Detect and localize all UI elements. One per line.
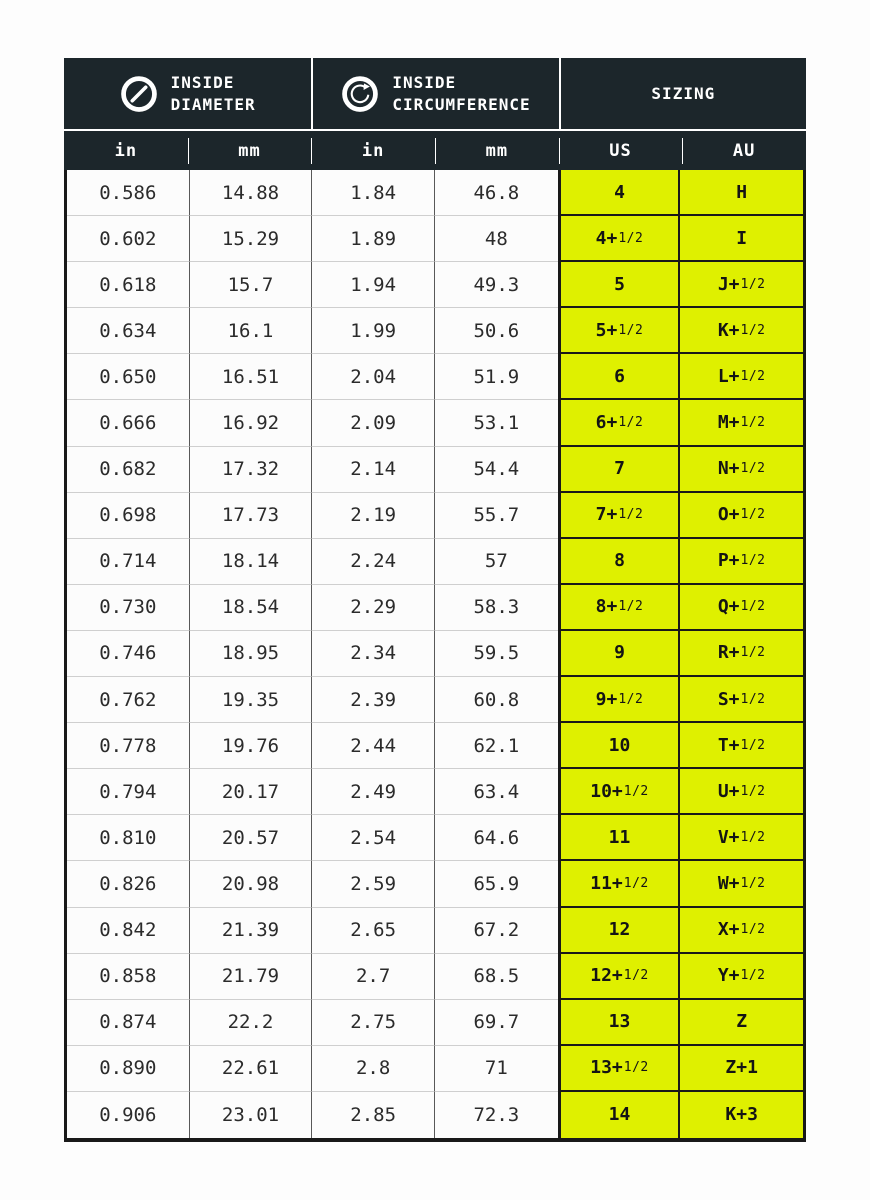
cell-size-au — [680, 861, 803, 907]
cell-size-au — [680, 631, 803, 677]
cell-diameter-mm: 21.39 — [190, 908, 313, 954]
header-label-inside-diameter: INSIDE DIAMETER — [170, 72, 256, 114]
cell-circumference-in: 2.44 — [312, 723, 435, 769]
us-size-value: 13+ — [590, 1057, 623, 1079]
column-header-diameter-in: in — [114, 140, 138, 161]
header-label-inside-circumference: INSIDE CIRCUMFERENCE — [392, 72, 531, 114]
cell-diameter-in: 0.586 — [67, 170, 190, 216]
cell-circumference-mm: 72.3 — [473, 1103, 520, 1126]
us-size-value: 9 — [614, 642, 625, 664]
au-size-value: U+ — [717, 780, 740, 802]
cell-circumference-in: 2.24 — [312, 539, 435, 585]
us-size-value: 12+ — [590, 965, 623, 987]
cell-diameter-in: 0.618 — [67, 262, 190, 308]
us-size-value: 14 — [608, 1104, 631, 1126]
cell-size-au — [680, 262, 803, 308]
au-size-value: K+ — [717, 319, 740, 341]
cell-size-us — [558, 170, 681, 216]
cell-circumference-in: 2.19 — [312, 493, 435, 539]
cell-circumference-in: 1.99 — [312, 308, 435, 354]
cell-diameter-in: 0.794 — [67, 769, 190, 815]
column-header-au: AU — [682, 131, 806, 170]
cell-size-us — [558, 308, 681, 354]
cell-circumference-mm: 71 — [435, 1046, 558, 1092]
cell-circumference-mm: 57 — [435, 539, 558, 585]
cell-size-au — [680, 723, 803, 769]
au-size-fraction: 1/2 — [740, 415, 766, 431]
cell-size-au — [680, 170, 803, 216]
cell-diameter-in: 0.602 — [67, 216, 190, 262]
ring-size-table — [64, 58, 806, 1142]
cell-circumference-in: 2.34 — [312, 631, 435, 677]
au-size-value: X+ — [717, 919, 740, 941]
cell-size-us — [558, 723, 681, 769]
au-size-value: Z+1 — [725, 1057, 758, 1079]
diameter-icon — [120, 75, 158, 113]
cell-size-au — [680, 354, 803, 400]
cell-diameter-in: 0.634 — [67, 308, 190, 354]
cell-size-us — [558, 585, 681, 631]
us-size-fraction: 1/2 — [618, 415, 644, 431]
cell-diameter-in: 0.746 — [67, 631, 190, 677]
us-size-fraction: 1/2 — [623, 1060, 649, 1076]
au-size-value: O+ — [717, 504, 740, 526]
cell-size-us — [558, 1092, 681, 1138]
cell-diameter-mm: 19.76 — [190, 723, 313, 769]
cell-size-us — [558, 631, 681, 677]
cell-circumference-in: 2.04 — [312, 354, 435, 400]
cell-circumference-mm: 68.5 — [435, 954, 558, 1000]
cell-circumference-mm: 62.1 — [435, 723, 558, 769]
us-size-value: 4+ — [595, 227, 618, 249]
au-size-fraction: 1/2 — [740, 461, 766, 477]
cell-size-us — [558, 493, 681, 539]
cell-diameter-mm: 19.35 — [190, 677, 313, 723]
cell-circumference-in: 2.54 — [312, 815, 435, 861]
cell-diameter-in: 0.906 — [67, 1092, 190, 1138]
cell-circumference-in: 2.09 — [312, 400, 435, 446]
us-size-value: 4 — [614, 181, 625, 203]
cell-diameter-mm: 20.17 — [190, 769, 313, 815]
au-size-value: R+ — [717, 642, 740, 664]
cell-diameter-in: 0.762 — [67, 677, 190, 723]
cell-size-au — [680, 908, 803, 954]
us-size-value: 10+ — [590, 780, 623, 802]
au-size-value: L+ — [717, 365, 740, 387]
au-size-value: N+ — [717, 458, 740, 480]
cell-size-us — [558, 216, 681, 262]
cell-diameter-in: 0.730 — [67, 585, 190, 631]
cell-diameter-mm: 14.88 — [190, 170, 313, 216]
us-size-value: 9+ — [595, 688, 618, 710]
cell-circumference-mm: 46.8 — [435, 170, 558, 216]
us-size-fraction: 1/2 — [618, 507, 644, 523]
cell-size-au — [680, 954, 803, 1000]
cell-circumference-mm: 48 — [435, 216, 558, 262]
cell-circumference-mm: 49.3 — [435, 262, 558, 308]
header-label-sizing: SIZING — [651, 83, 716, 103]
cell-size-au — [680, 400, 803, 446]
au-size-value: Z — [736, 1011, 748, 1033]
circumference-icon — [341, 75, 379, 113]
cell-diameter-in: 0.666 — [67, 400, 190, 446]
cell-circumference-mm: 64.6 — [435, 815, 558, 861]
cell-circumference-mm: 60.8 — [435, 677, 558, 723]
cell-diameter-in: 0.810 — [67, 815, 190, 861]
cell-size-au — [680, 308, 803, 354]
au-size-value: Q+ — [717, 596, 740, 618]
au-size-value: W+ — [717, 872, 740, 894]
column-header-diameter-mm: mm — [188, 131, 312, 170]
cell-diameter-mm: 20.98 — [190, 861, 313, 907]
us-size-value: 10 — [608, 734, 631, 756]
au-size-value: V+ — [717, 826, 740, 848]
au-size-value: I — [736, 227, 748, 249]
us-size-value: 5+ — [595, 319, 618, 341]
cell-size-au — [680, 769, 803, 815]
cell-diameter-in: 0.842 — [67, 908, 190, 954]
cell-circumference-mm: 69.7 — [435, 1000, 558, 1046]
cell-circumference-mm: 65.9 — [435, 861, 558, 907]
au-size-value: Y+ — [717, 965, 740, 987]
cell-diameter-mm: 16.51 — [190, 354, 313, 400]
header-group-sizing — [559, 58, 806, 129]
us-size-value: 6 — [614, 365, 625, 387]
au-size-value: K+3 — [725, 1104, 758, 1126]
us-size-value: 7 — [614, 458, 625, 480]
cell-diameter-mm: 15.29 — [190, 216, 313, 262]
cell-diameter-mm: 21.79 — [190, 954, 313, 1000]
cell-size-us — [558, 1000, 681, 1046]
us-size-fraction: 1/2 — [618, 691, 644, 707]
cell-size-us — [558, 769, 681, 815]
au-size-fraction: 1/2 — [740, 829, 766, 845]
au-size-value: P+ — [717, 550, 740, 572]
au-size-value: S+ — [717, 688, 740, 710]
au-size-fraction: 1/2 — [740, 922, 766, 938]
cell-diameter-in: 0.858 — [67, 954, 190, 1000]
cell-circumference-mm: 58.3 — [435, 585, 558, 631]
cell-circumference-mm: 50.6 — [435, 308, 558, 354]
cell-size-au — [680, 1046, 803, 1092]
table-body — [64, 170, 806, 1142]
cell-diameter-in: 0.826 — [67, 861, 190, 907]
header-group-inside-circumference — [311, 58, 558, 129]
us-size-fraction: 1/2 — [623, 968, 649, 984]
cell-circumference-in: 1.84 — [312, 170, 435, 216]
au-size-value: T+ — [717, 734, 740, 756]
au-size-fraction: 1/2 — [740, 553, 766, 569]
us-size-fraction: 1/2 — [623, 783, 649, 799]
cell-circumference-mm: 54.4 — [435, 447, 558, 493]
cell-size-au — [680, 216, 803, 262]
cell-circumference-in: 2.39 — [312, 677, 435, 723]
cell-circumference-mm: 55.7 — [435, 493, 558, 539]
au-size-value: M+ — [717, 412, 740, 434]
us-size-value: 13 — [608, 1011, 631, 1033]
us-size-fraction: 1/2 — [618, 322, 644, 338]
cell-size-us — [558, 815, 681, 861]
us-size-fraction: 1/2 — [618, 599, 644, 615]
us-size-value: 7+ — [595, 504, 618, 526]
us-size-fraction: 1/2 — [623, 875, 649, 891]
au-size-value: J+ — [717, 273, 740, 295]
cell-diameter-in: 0.714 — [67, 539, 190, 585]
cell-circumference-in: 2.75 — [312, 1000, 435, 1046]
cell-size-au — [680, 447, 803, 493]
au-size-fraction: 1/2 — [740, 968, 766, 984]
cell-circumference-in: 2.7 — [312, 954, 435, 1000]
cell-diameter-in: 0.650 — [67, 354, 190, 400]
cell-circumference-mm: 51.9 — [435, 354, 558, 400]
cell-diameter-in: 0.890 — [67, 1046, 190, 1092]
cell-circumference-mm: 53.1 — [435, 400, 558, 446]
cell-circumference-in: 2.49 — [312, 769, 435, 815]
cell-diameter-mm: 20.57 — [190, 815, 313, 861]
au-size-fraction: 1/2 — [740, 875, 766, 891]
us-size-value: 8 — [614, 550, 625, 572]
cell-diameter-mm: 16.92 — [190, 400, 313, 446]
cell-size-au — [680, 1000, 803, 1046]
cell-diameter-mm: 23.01 — [190, 1092, 313, 1138]
cell-size-us — [558, 677, 681, 723]
cell-circumference-in: 2.59 — [312, 861, 435, 907]
cell-diameter-in: 0.874 — [67, 1000, 190, 1046]
cell-circumference-in: 1.89 — [312, 216, 435, 262]
cell-diameter-mm: 22.2 — [190, 1000, 313, 1046]
cell-diameter-in: 0.778 — [67, 723, 190, 769]
au-size-fraction: 1/2 — [740, 599, 766, 615]
cell-size-us — [558, 400, 681, 446]
us-size-value: 8+ — [595, 596, 618, 618]
us-size-value: 11+ — [590, 872, 623, 894]
au-size-fraction: 1/2 — [740, 783, 766, 799]
cell-size-us — [558, 954, 681, 1000]
cell-size-us — [558, 1046, 681, 1092]
cell-circumference-mm: 63.4 — [435, 769, 558, 815]
cell-size-us — [558, 447, 681, 493]
cell-diameter-mm: 16.1 — [190, 308, 313, 354]
cell-size-au — [680, 815, 803, 861]
header-group-inside-diameter — [64, 58, 311, 129]
cell-circumference-in: 2.29 — [312, 585, 435, 631]
cell-circumference-mm: 59.5 — [435, 631, 558, 677]
cell-circumference-in: 2.8 — [312, 1046, 435, 1092]
cell-circumference-in: 2.65 — [312, 908, 435, 954]
cell-size-us — [558, 908, 681, 954]
cell-diameter-mm: 22.61 — [190, 1046, 313, 1092]
cell-circumference-in: 2.14 — [312, 447, 435, 493]
au-size-fraction: 1/2 — [740, 645, 766, 661]
table-subheader — [64, 131, 806, 170]
cell-diameter-mm: 17.32 — [190, 447, 313, 493]
au-size-fraction: 1/2 — [740, 322, 766, 338]
cell-size-us — [558, 262, 681, 308]
cell-size-au — [680, 677, 803, 723]
column-header-circumference-in: in — [311, 131, 435, 170]
table-header — [64, 58, 806, 131]
cell-diameter-mm: 15.7 — [190, 262, 313, 308]
cell-size-au — [680, 539, 803, 585]
au-size-fraction: 1/2 — [740, 368, 766, 384]
cell-size-us — [558, 539, 681, 585]
cell-diameter-mm: 17.73 — [190, 493, 313, 539]
us-size-value: 12 — [608, 919, 631, 941]
cell-size-us — [558, 354, 681, 400]
cell-circumference-in: 2.85 — [312, 1092, 435, 1138]
cell-diameter-mm: 18.54 — [190, 585, 313, 631]
us-size-value: 5 — [614, 273, 625, 295]
cell-circumference-mm: 67.2 — [435, 908, 558, 954]
cell-size-au — [680, 1092, 803, 1138]
cell-size-au — [680, 493, 803, 539]
cell-diameter-in: 0.682 — [67, 447, 190, 493]
au-size-fraction: 1/2 — [740, 276, 766, 292]
au-size-fraction: 1/2 — [740, 691, 766, 707]
cell-size-us — [558, 861, 681, 907]
us-size-value: 11 — [608, 826, 631, 848]
us-size-value: 6+ — [595, 412, 618, 434]
us-size-fraction: 1/2 — [618, 230, 644, 246]
au-size-fraction: 1/2 — [740, 507, 766, 523]
cell-diameter-mm: 18.95 — [190, 631, 313, 677]
cell-diameter-mm: 18.14 — [190, 539, 313, 585]
au-size-value: H — [736, 181, 748, 203]
column-header-us: US — [559, 131, 683, 170]
cell-circumference-in: 1.94 — [312, 262, 435, 308]
column-header-circumference-mm: mm — [435, 131, 559, 170]
au-size-fraction: 1/2 — [740, 737, 766, 753]
cell-diameter-in: 0.698 — [67, 493, 190, 539]
cell-size-au — [680, 585, 803, 631]
